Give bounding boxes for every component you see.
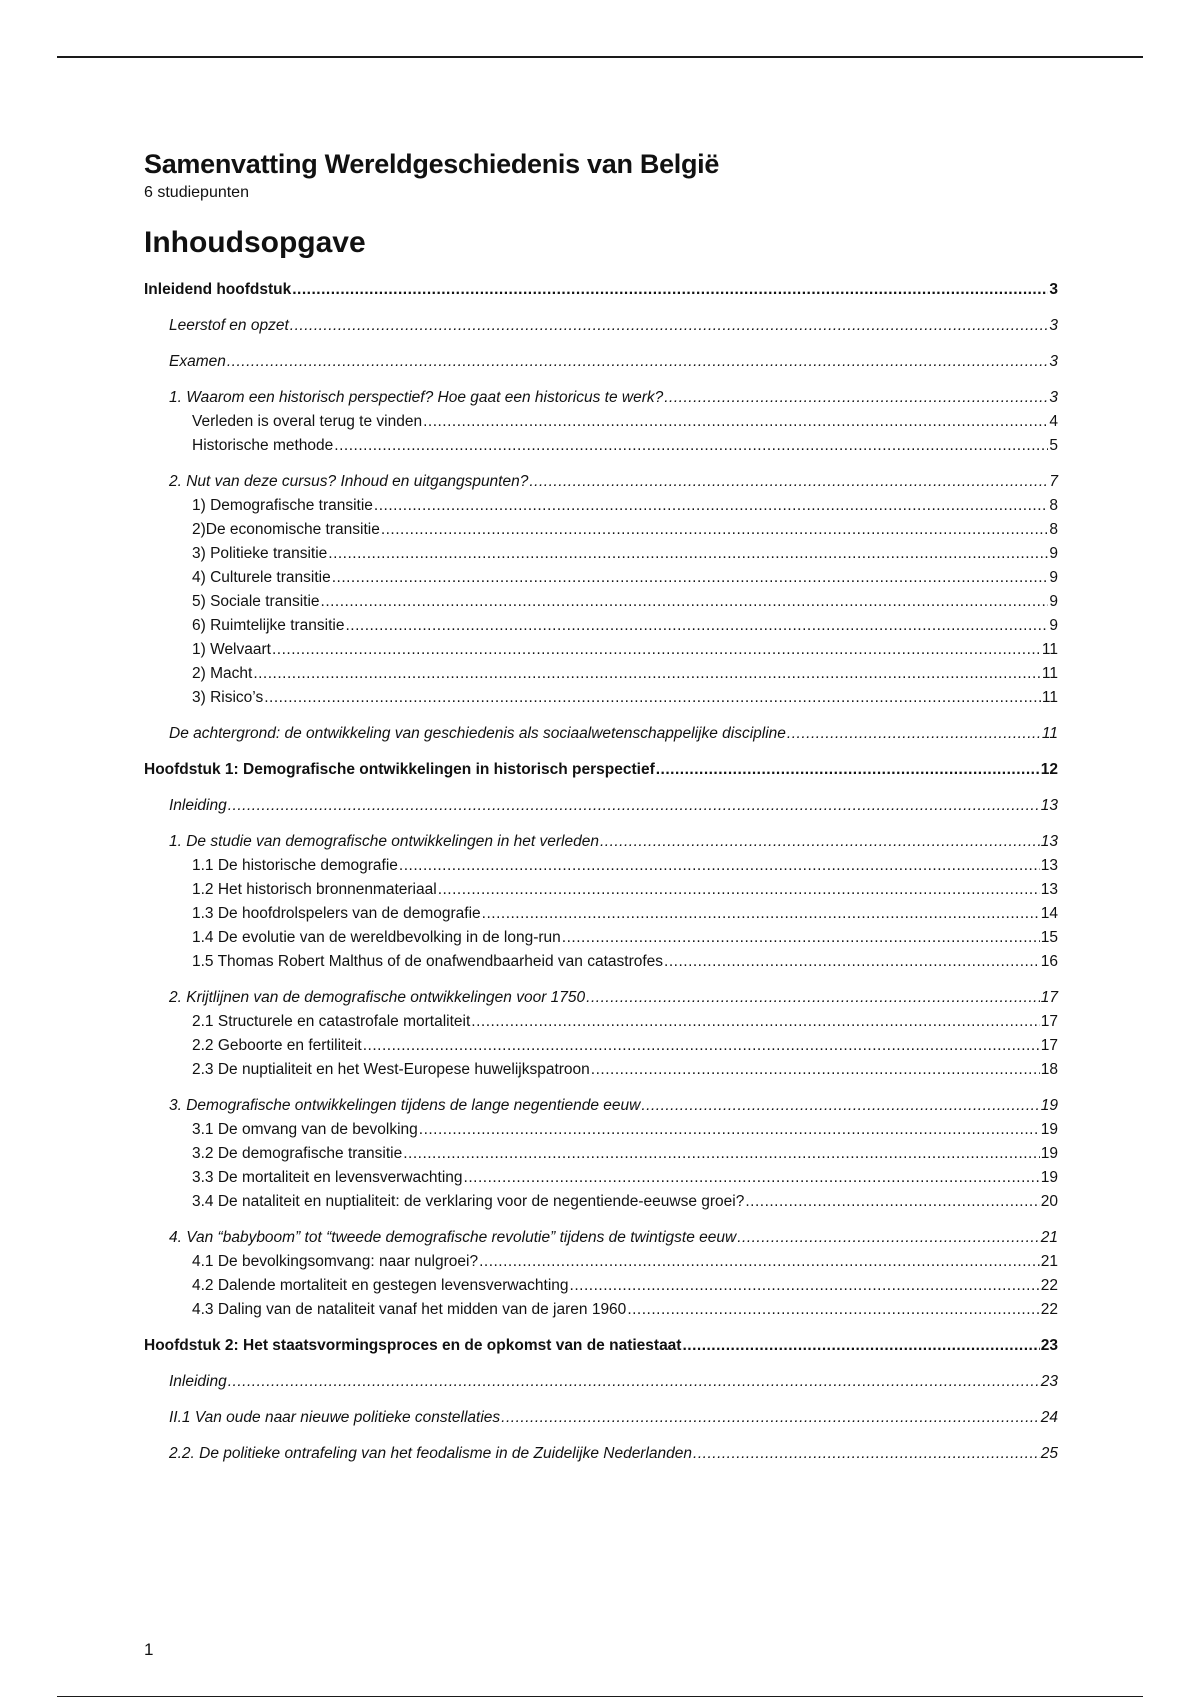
toc-entry[interactable] [144,278,1058,302]
toc-entry[interactable] [144,1166,1058,1190]
toc-entry[interactable] [144,1190,1058,1214]
toc-leader-dots [374,494,1048,518]
toc-entry-page: 3 [1049,281,1058,298]
toc-leader-dots [399,854,1040,878]
toc-leader-dots [253,662,1041,686]
toc-entry[interactable] [144,410,1058,434]
toc-entry-label: Inleiding [169,1373,227,1390]
toc-leader-dots [482,902,1040,926]
footer-rule [57,1696,1143,1697]
toc-entry-label: Leerstof en opzet [169,317,289,334]
toc-entry-label: Historische methode [192,437,334,454]
toc-entry[interactable] [144,1442,1058,1466]
toc-entry-label: 6) Ruimtelijke transitie [192,617,345,634]
toc-entry-page: 13 [1040,881,1058,898]
toc-entry-label: Verleden is overal terug te vinden [192,413,423,430]
toc-entry-label: 1.1 De historische demografie [192,857,398,874]
toc-entry-label: 2. Krijtlijnen van de demografische ontwikkelingen voor 1750 [169,989,586,1006]
toc-entry-page: 17 [1040,1037,1058,1054]
toc-entry-label: 2)De economische transitie [192,521,380,538]
toc-entry[interactable] [144,1226,1058,1250]
toc-entry-page: 19 [1040,1169,1058,1186]
toc-entry-label: 3. Demografische ontwikkelingen tijdens de lange negentiende eeuw [169,1097,641,1114]
toc-leader-dots [664,386,1048,410]
toc-entry-page: 19 [1040,1121,1058,1138]
toc-leader-dots [332,566,1049,590]
toc-entry-label: 4.3 Daling van de nataliteit vanaf het midden van de jaren 1960 [192,1301,627,1318]
toc-entry-page: 16 [1040,953,1058,970]
toc-entry-page: 18 [1040,1061,1058,1078]
toc-leader-dots [292,278,1048,302]
toc-entry-page: 11 [1041,725,1058,742]
toc-entry-label: Examen [169,353,226,370]
toc-leader-dots [745,1190,1039,1214]
table-of-contents [144,278,1058,1466]
toc-entry[interactable] [144,386,1058,410]
toc-leader-dots [682,1334,1039,1358]
toc-leader-dots [641,1094,1039,1118]
toc-leader-dots [321,590,1049,614]
toc-entry-page: 3 [1049,353,1058,370]
toc-entry-label: 4. Van “babyboom” tot “tweede demografische revolutie” tijdens de twintigste eeuw [169,1229,737,1246]
toc-entry[interactable] [144,662,1058,686]
toc-entry[interactable] [144,1094,1058,1118]
toc-entry-page: 7 [1049,473,1058,490]
toc-entry-page: 19 [1040,1145,1058,1162]
toc-entry-page: 21 [1040,1229,1058,1246]
toc-entry[interactable] [144,902,1058,926]
toc-entry-page: 8 [1049,521,1058,538]
toc-entry[interactable] [144,1370,1058,1394]
toc-leader-dots [656,758,1040,782]
toc-entry-page: 22 [1040,1277,1058,1294]
toc-entry-label: 1. De studie van demografische ontwikkelingen in het verleden [169,833,599,850]
toc-entry-page: 9 [1049,617,1058,634]
toc-entry-label: 3) Risico’s [192,689,264,706]
toc-entry-label: 1.5 Thomas Robert Malthus of de onafwendbaarheid van catastrofes [192,953,664,970]
toc-entry[interactable] [144,434,1058,458]
toc-leader-dots [693,1442,1040,1466]
toc-entry[interactable] [144,950,1058,974]
toc-entry[interactable] [144,1250,1058,1274]
toc-entry-page: 19 [1040,1097,1058,1114]
toc-entry[interactable] [144,638,1058,662]
toc-entry-label: 3.3 De mortaliteit en levensverwachting [192,1169,463,1186]
toc-entry[interactable] [144,590,1058,614]
toc-entry[interactable] [144,350,1058,374]
toc-leader-dots [228,1370,1040,1394]
toc-entry-label: 1) Demografische transitie [192,497,373,514]
toc-entry-page: 23 [1040,1373,1058,1390]
toc-entry-page: 9 [1049,569,1058,586]
toc-entry[interactable] [144,758,1058,782]
toc-entry-page: 25 [1040,1445,1058,1462]
toc-entry-page: 24 [1040,1409,1058,1426]
toc-entry-page: 12 [1040,761,1058,778]
toc-entry-page: 9 [1049,545,1058,562]
toc-entry[interactable] [144,470,1058,494]
toc-entry-label: Hoofdstuk 1: Demografische ontwikkelingen in historisch perspectief [144,761,655,778]
toc-entry[interactable] [144,986,1058,1010]
page-number: 1 [144,1640,154,1659]
toc-leader-dots [471,1010,1039,1034]
toc-entry-label: 1.3 De hoofdrolspelers van de demografie [192,905,481,922]
toc-entry[interactable] [144,314,1058,338]
toc-entry-label: 4.1 De bevolkingsomvang: naar nulgroei? [192,1253,479,1270]
toc-entry-page: 9 [1049,593,1058,610]
toc-heading: Inhoudsopgave [144,226,366,259]
toc-leader-dots [423,410,1048,434]
toc-entry-label: 3.2 De demografische transitie [192,1145,403,1162]
toc-leader-dots [570,1274,1040,1298]
toc-entry-page: 15 [1040,929,1058,946]
toc-entry[interactable] [144,1034,1058,1058]
toc-entry[interactable] [144,1118,1058,1142]
toc-entry-page: 22 [1040,1301,1058,1318]
toc-entry[interactable] [144,518,1058,542]
toc-leader-dots [228,794,1040,818]
toc-entry-page: 11 [1041,641,1058,658]
header-rule [57,56,1143,58]
toc-entry[interactable] [144,494,1058,518]
toc-leader-dots [600,830,1040,854]
toc-leader-dots [627,1298,1039,1322]
toc-entry[interactable] [144,854,1058,878]
toc-entry-label: 5) Sociale transitie [192,593,320,610]
toc-entry-label: 4) Culturele transitie [192,569,331,586]
toc-leader-dots [403,1142,1040,1166]
toc-entry-label: 1. Waarom een historisch perspectief? Hoe gaat een historicus te werk? [169,389,664,406]
toc-entry-label: 2) Macht [192,665,253,682]
toc-entry-page: 3 [1049,389,1058,406]
toc-entry-page: 17 [1040,989,1058,1006]
toc-leader-dots [334,434,1048,458]
document-title: Samenvatting Wereldgeschiedenis van België [144,149,720,179]
toc-entry-page: 23 [1040,1337,1058,1354]
toc-leader-dots [272,638,1041,662]
toc-leader-dots [363,1034,1040,1058]
toc-entry-label: 1) Welvaart [192,641,271,658]
toc-entry[interactable] [144,542,1058,566]
toc-leader-dots [737,1226,1040,1250]
toc-entry-label: 2. Nut van deze cursus? Inhoud en uitgangspunten? [169,473,529,490]
toc-entry-label: 4.2 Dalende mortaliteit en gestegen levensverwachting [192,1277,569,1294]
toc-entry-label: 2.3 De nuptialiteit en het West-Europese huwelijkspatroon [192,1061,590,1078]
toc-entry-label: 3.4 De nataliteit en nuptialiteit: de verklaring voor de negentiende-eeuwse groei? [192,1193,745,1210]
toc-entry-label: 3) Politieke transitie [192,545,328,562]
toc-entry-page: 20 [1040,1193,1058,1210]
toc-leader-dots [586,986,1040,1010]
toc-entry-page: 4 [1049,413,1058,430]
document-subtitle: 6 studiepunten [144,184,249,201]
toc-entry[interactable] [144,1406,1058,1430]
toc-leader-dots [438,878,1040,902]
toc-entry[interactable] [144,926,1058,950]
toc-entry[interactable] [144,1274,1058,1298]
toc-entry-page: 13 [1040,797,1058,814]
toc-entry-page: 3 [1049,317,1058,334]
toc-leader-dots [227,350,1049,374]
toc-entry-page: 13 [1040,857,1058,874]
toc-entry-page: 13 [1040,833,1058,850]
toc-entry-page: 11 [1041,665,1058,682]
toc-leader-dots [328,542,1048,566]
toc-leader-dots [381,518,1049,542]
toc-entry-page: 17 [1040,1013,1058,1030]
toc-entry-label: 2.1 Structurele en catastrofale mortaliteit [192,1013,471,1030]
toc-entry-label: II.1 Van oude naar nieuwe politieke constellaties [169,1409,501,1426]
toc-leader-dots [345,614,1048,638]
toc-entry-page: 8 [1049,497,1058,514]
toc-entry[interactable] [144,794,1058,818]
toc-entry[interactable] [144,1298,1058,1322]
toc-entry[interactable] [144,566,1058,590]
toc-entry[interactable] [144,1142,1058,1166]
toc-entry[interactable] [144,1334,1058,1358]
toc-entry-label: 1.2 Het historisch bronnenmateriaal [192,881,437,898]
toc-leader-dots [562,926,1040,950]
toc-entry[interactable] [144,686,1058,710]
toc-entry-page: 21 [1040,1253,1058,1270]
toc-entry-label: 2.2 Geboorte en fertiliteit [192,1037,362,1054]
toc-entry-label: De achtergrond: de ontwikkeling van geschiedenis als sociaalwetenschappelijke discipline [169,725,786,742]
toc-leader-dots [787,722,1041,746]
toc-entry[interactable] [144,722,1058,746]
toc-entry-label: Hoofdstuk 2: Het staatsvormingsproces en de opkomst van de natiestaat [144,1337,682,1354]
toc-entry-page: 5 [1049,437,1058,454]
document-body [144,147,1058,1466]
toc-entry-label: Inleidend hoofdstuk [144,281,292,298]
toc-entry[interactable] [144,1058,1058,1082]
toc-leader-dots [529,470,1048,494]
toc-entry[interactable] [144,614,1058,638]
toc-entry[interactable] [144,1010,1058,1034]
toc-leader-dots [264,686,1041,710]
toc-leader-dots [664,950,1040,974]
toc-entry[interactable] [144,830,1058,854]
toc-entry-label: 2.2. De politieke ontrafeling van het feodalisme in de Zuidelijke Nederlanden [169,1445,693,1462]
toc-entry[interactable] [144,878,1058,902]
toc-entry-page: 14 [1040,905,1058,922]
toc-leader-dots [591,1058,1040,1082]
toc-leader-dots [290,314,1049,338]
toc-leader-dots [419,1118,1040,1142]
toc-entry-label: Inleiding [169,797,227,814]
toc-leader-dots [479,1250,1040,1274]
toc-entry-label: 1.4 De evolutie van de wereldbevolking in de long-run [192,929,561,946]
toc-entry-page: 11 [1041,689,1058,706]
toc-leader-dots [464,1166,1040,1190]
toc-leader-dots [501,1406,1040,1430]
toc-entry-label: 3.1 De omvang van de bevolking [192,1121,418,1138]
